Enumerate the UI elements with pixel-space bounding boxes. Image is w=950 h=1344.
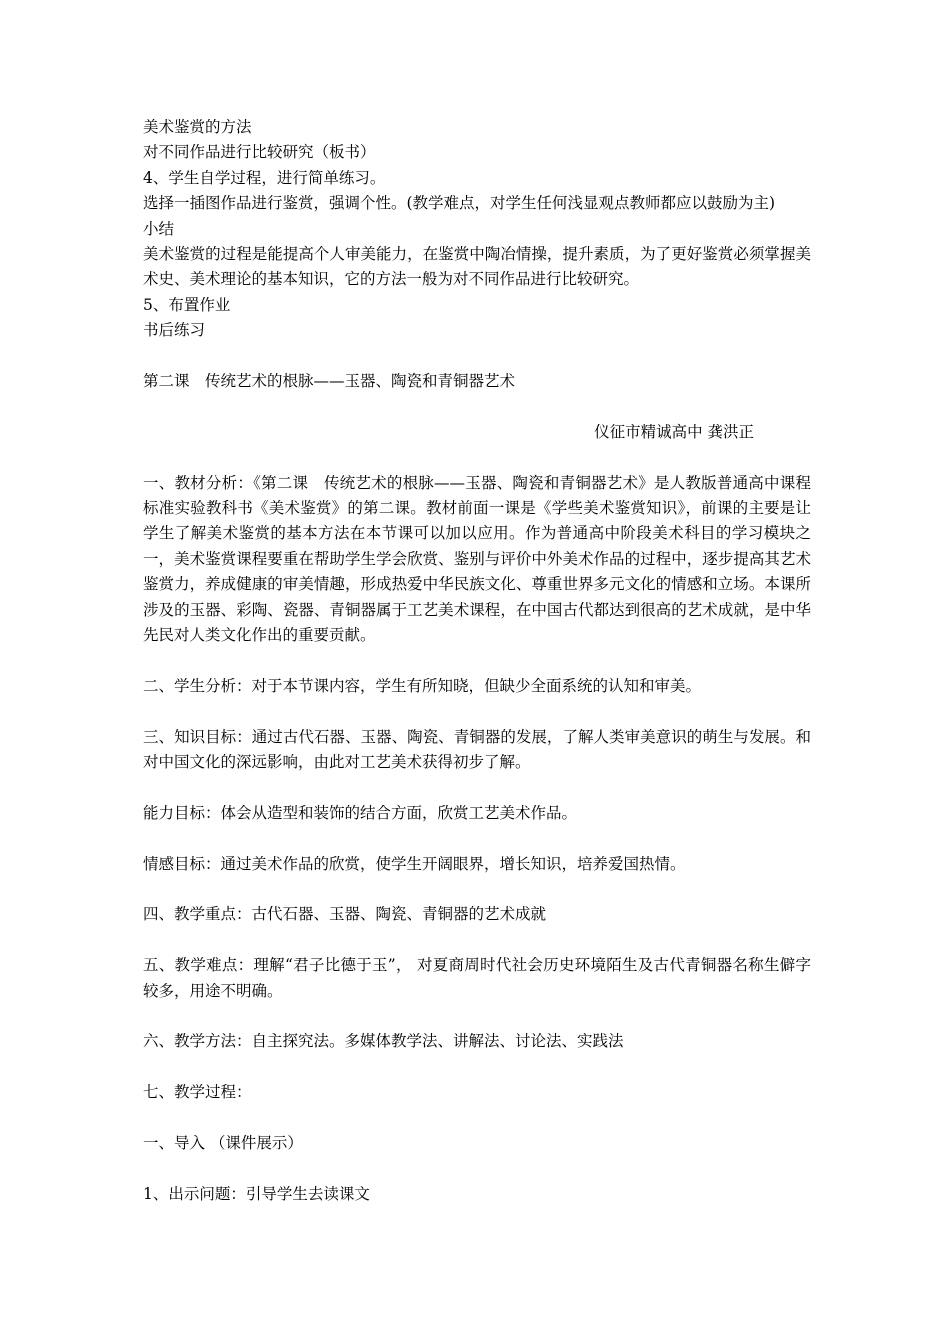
section-introduction: 一、导入 （课件展示） <box>143 1134 303 1153</box>
step-4: 4、学生自学过程，进行简单练习。 <box>143 168 386 187</box>
section-emotion-goal: 情感目标：通过美术作品的欣赏，使学生开阔眼界，增长知识，培养爱国热情。 <box>143 854 686 873</box>
exercise-instruction: 选择一插图作品进行鉴赏，强调个性。(教学难点，对学生任何浅显观点教师都应以鼓励为主) <box>143 194 776 213</box>
lesson-title: 第二课 传统艺术的根脉——玉器、陶瓷和青铜器艺术 <box>143 372 516 391</box>
summary-text: 美术鉴赏的过程是能提高个人审美能力，在鉴赏中陶冶情操，提升素质，为了更好鉴赏必须掌握美术史、美术理论的基本知识，它的方法一般为对不同作品进行比较研究。 <box>143 245 811 289</box>
heading-appreciation-method: 美术鉴赏的方法 <box>143 118 252 136</box>
section-ability-goal: 能力目标：体会从造型和装饰的结合方面，欣赏工艺美术作品。 <box>143 803 578 822</box>
section-question: 1、出示问题：引导学生去读课文 <box>143 1184 370 1203</box>
author-line: 仪征市精诚高中 龚洪正 <box>594 422 754 441</box>
section-teaching-focus: 四、教学重点：古代石器、玉器、陶瓷、青铜器的艺术成就 <box>143 905 547 924</box>
section-knowledge-goal: 三、知识目标：通过古代石器、玉器、陶瓷、青铜器的发展，了解人类审美意识的萌生与发展。和对中国文化的深远影响，由此对工艺美术获得初步了解。 <box>143 727 811 772</box>
section-teaching-methods: 六、教学方法：自主探究法。多媒体教学法、讲解法、讨论法、实践法 <box>143 1032 624 1051</box>
comparison-note: 对不同作品进行比较研究（板书） <box>143 143 376 162</box>
summary-heading: 小结 <box>143 219 175 238</box>
document-page <box>143 115 811 1207</box>
homework: 书后练习 <box>143 321 206 340</box>
step-5: 5、布置作业 <box>143 295 231 314</box>
section-teaching-process: 七、教学过程： <box>143 1083 252 1102</box>
section-teaching-difficulty: 五、教学难点：理解“君子比德于玉”， 对夏商周时代社会历史环境陌生及古代青铜器名称生僻字较多，用途不明确。 <box>143 956 811 1000</box>
section-textbook-analysis: 一、教材分析：《第二课 传统艺术的根脉——玉器、陶瓷和青铜器艺术》是人教版普通高中课程标准实验教科书《美术鉴赏》的第二课。教材前面一课是《学些美术鉴赏知识》，前课的主要是让学生了解美术鉴赏的基本方法在本节课可以加以应用。作为普通高中阶段美术科目的学习模块之一，美术鉴赏课程要重在帮助学生学会欣赏、鉴别与评价中外美术作品的过程中，逐步提高其艺术鉴赏力，养成健康的审美情趣，形成热爱中华民族文化、尊重世界多元文化的情感和立场。本课所涉及的玉器、彩陶、瓷器、青铜器属于工艺美术课程，在中国古代都达到很高的艺术成就，是中华先民对人类文化作出的重要贡献。 <box>143 473 811 645</box>
section-student-analysis: 二、学生分析：对于本节课内容，学生有所知晓，但缺少全面系统的认知和审美。 <box>143 676 702 695</box>
